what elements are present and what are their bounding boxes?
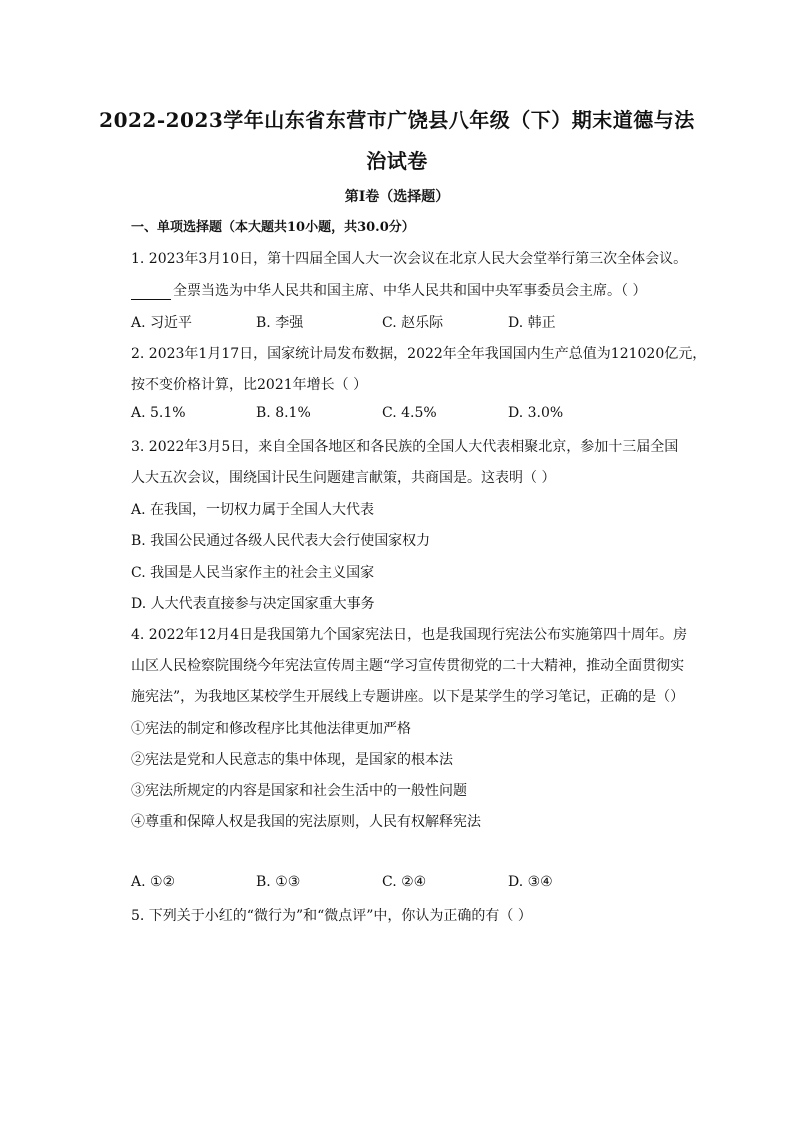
q5-stem-line1: 5. 下列关于小红的“微行为”和“微点评”中，你认为正确的有（ ） bbox=[131, 908, 532, 924]
q4-option-c: C. ②④ bbox=[382, 874, 427, 890]
q1-option-c: C. 赵乐际 bbox=[382, 315, 444, 331]
q2-option-d: D. 3.0% bbox=[508, 405, 564, 421]
volume-heading: 第I卷（选择题） bbox=[344, 189, 450, 205]
exam-title-line1: 2022-2023学年山东省东营市广饶县八年级（下）期末道德与法 bbox=[99, 108, 695, 132]
q3-option-a: A. 在我国，一切权力属于全国人大代表 bbox=[131, 502, 375, 518]
answer-blank bbox=[131, 285, 171, 300]
q3-option-b: B. 我国公民通过各级人民代表大会行使国家权力 bbox=[131, 533, 431, 549]
q4-option-a: A. ①② bbox=[131, 874, 176, 890]
q4-stem-line3: 施宪法”，为我地区某校学生开展线上专题讲座。以下是某学生的学习笔记，正确的是（） bbox=[131, 689, 685, 705]
q2-option-a: A. 5.1% bbox=[131, 405, 186, 421]
q2-option-b: B. 8.1% bbox=[256, 405, 311, 421]
q4-option-d: D. ③④ bbox=[508, 874, 553, 890]
q4-statement-3: ③宪法所规定的内容是国家和社会生活中的一般性问题 bbox=[131, 783, 467, 799]
q4-stem-line1: 4. 2022年12月4日是我国第九个国家宪法日，也是我国现行宪法公布实施第四十周年。房 bbox=[131, 627, 688, 643]
q2-option-c: C. 4.5% bbox=[382, 405, 437, 421]
q4-statement-2: ②宪法是党和人民意志的集中体现，是国家的根本法 bbox=[131, 752, 453, 768]
exam-title-line2: 治试卷 bbox=[366, 149, 428, 173]
q2-stem-line2: 按不变价格计算，比2021年增长（ ） bbox=[131, 377, 368, 393]
q1-stem-line2 bbox=[131, 280, 646, 300]
q3-option-c: C. 我国是人民当家作主的社会主义国家 bbox=[131, 565, 375, 581]
q4-statement-4: ④尊重和保障人权是我国的宪法原则，人民有权解释宪法 bbox=[131, 814, 481, 830]
q1-stem-line2-text: 全票当选为中华人民共和国主席、中华人民共和国中央军事委员会主席。（ ） bbox=[173, 283, 647, 299]
section-heading: 一、单项选择题（本大题共10小题，共30.0分） bbox=[131, 220, 415, 235]
q3-option-d: D. 人大代表直接参与决定国家重大事务 bbox=[131, 596, 375, 612]
q1-option-b: B. 李强 bbox=[256, 315, 304, 331]
q3-stem-line2: 人大五次会议，围绕国计民生问题建言献策，共商国是。这表明（ ） bbox=[131, 470, 556, 486]
q1-stem-line1: 1. 2023年3月10日，第十四届全国人大一次会议在北京人民大会堂举行第三次全体会议。 bbox=[131, 251, 688, 267]
q4-stem-line2: 山区人民检察院围绕今年宪法宣传周主题“学习宣传贯彻党的二十大精神，推动全面贯彻实 bbox=[131, 658, 685, 674]
q2-stem-line1: 2. 2023年1月17日，国家统计局发布数据，2022年全年我国国内生产总值为121020亿元， bbox=[131, 346, 707, 362]
q3-stem-line1: 3. 2022年3月5日，来自全国各地区和各民族的全国人大代表相聚北京，参加十三届全国 bbox=[131, 439, 679, 455]
q1-option-d: D. 韩正 bbox=[508, 315, 556, 331]
q4-option-b: B. ①③ bbox=[256, 874, 301, 890]
q1-option-a: A. 习近平 bbox=[131, 315, 193, 331]
q4-statement-1: ①宪法的制定和修改程序比其他法律更加严格 bbox=[131, 721, 411, 737]
